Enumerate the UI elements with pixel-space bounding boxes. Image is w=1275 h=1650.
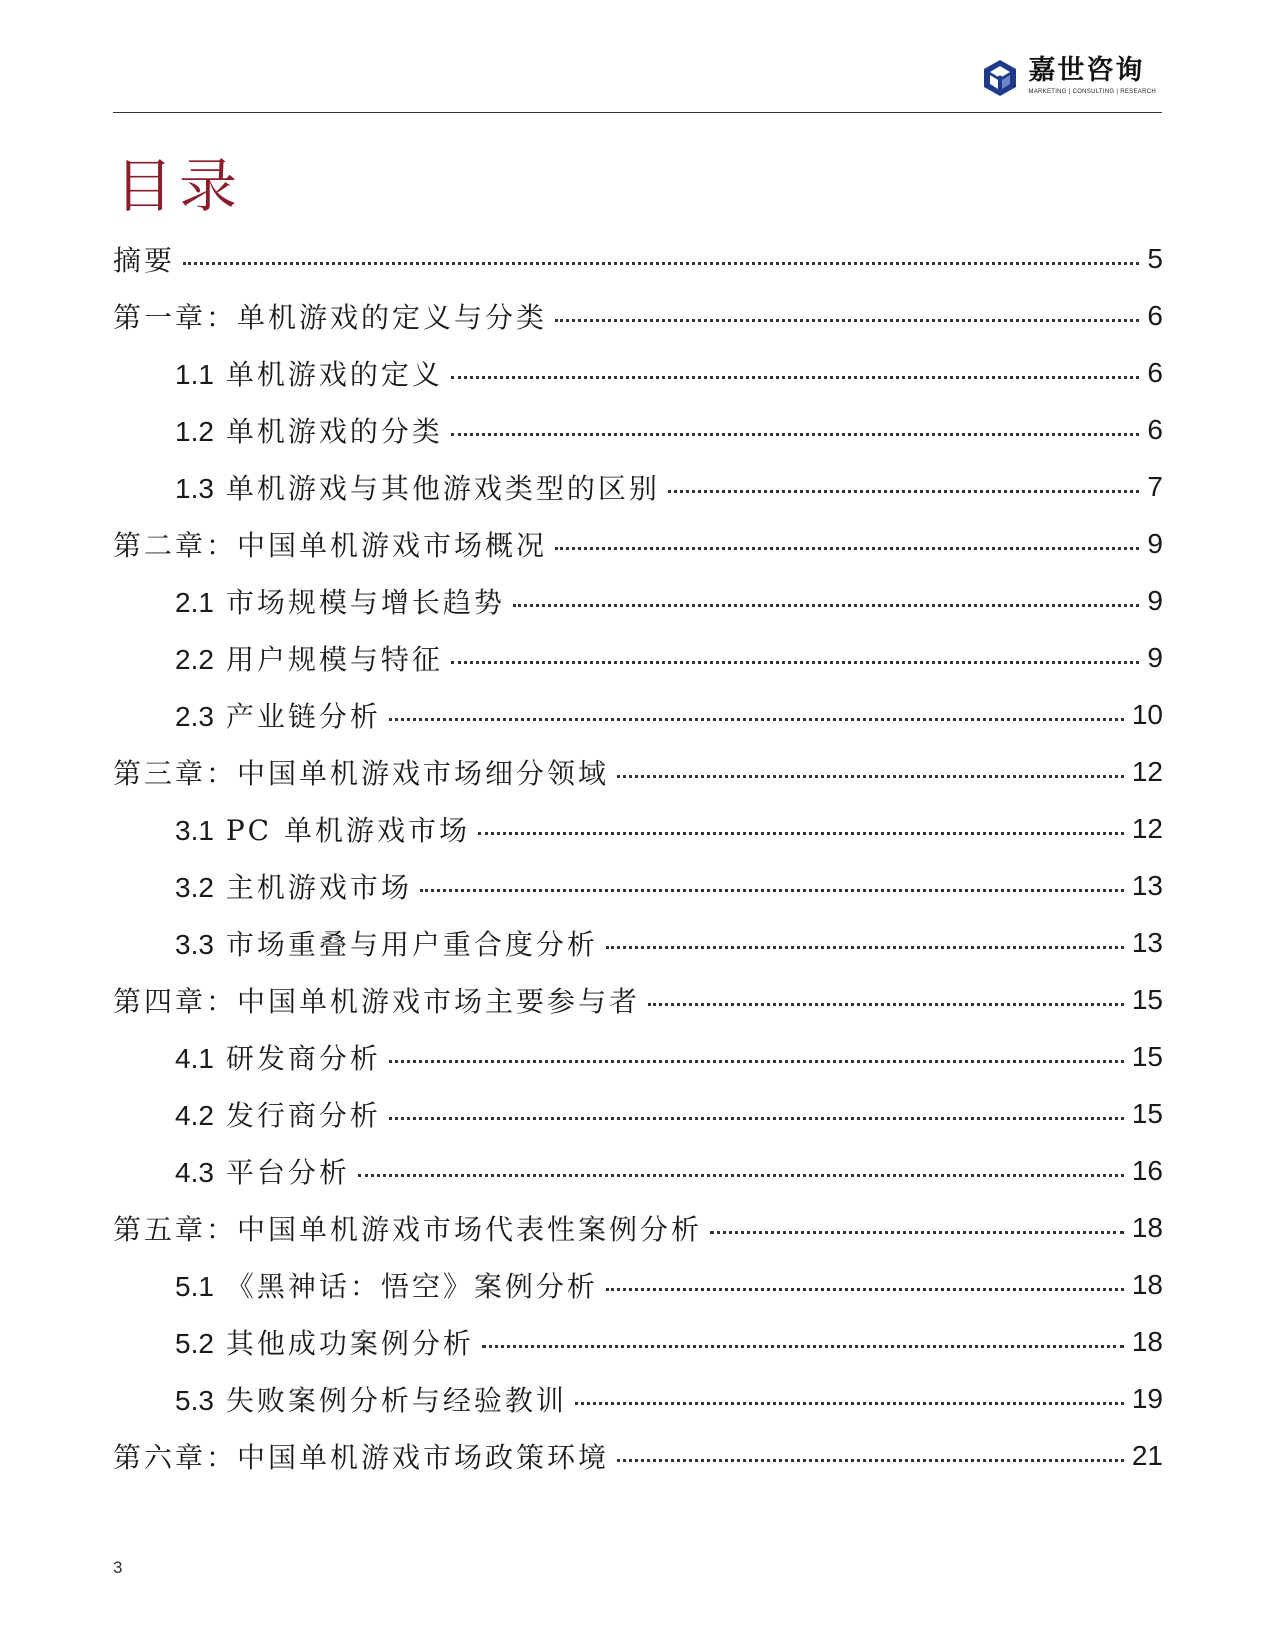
toc-entry-text: 第四章：中国单机游戏市场主要参与者 [113,984,641,1018]
dot-leader [451,376,1140,379]
toc-entry-page: 5 [1147,242,1163,274]
toc-entry-number: 1.1 [175,358,214,390]
toc-entry-number: 5.2 [175,1327,214,1359]
toc-entry-title [175,695,381,735]
dot-leader [358,1174,1124,1177]
dot-leader [451,433,1140,436]
toc-entry-text: 第三章：中国单机游戏市场细分领域 [113,756,610,790]
dot-leader [389,1117,1124,1120]
toc-entry-title [175,638,443,678]
toc-entry-number: 4.1 [175,1042,214,1074]
toc-entry[interactable] [113,401,1163,458]
dot-leader [389,718,1124,721]
toc-entry-title [113,1436,609,1476]
toc-entry-text: 单机游戏的分类 [225,414,443,448]
toc-entry-page: 9 [1147,527,1163,559]
page-number: 3 [113,1558,123,1577]
toc-entry[interactable] [113,344,1163,401]
toc-entry-text: 第二章：中国单机游戏市场概况 [113,528,548,562]
toc-entry-number: 4.2 [175,1099,214,1131]
toc-entry[interactable] [113,743,1163,800]
logo-tagline: MARKETING | CONSULTING | RESEARCH [1028,89,1156,95]
toc-entry[interactable] [113,287,1163,344]
toc-entry-title [113,752,609,792]
toc-entry-text: 失败案例分析与经验教训 [225,1383,567,1417]
toc-entry-text: 《黑神话：悟空》案例分析 [225,1269,598,1303]
toc-entry-page: 7 [1147,470,1163,502]
toc-entry-page: 18 [1131,1325,1163,1357]
toc-entry-text: PC 单机游戏市场 [225,813,471,847]
toc-entry-title [113,1208,702,1248]
toc-entry-text: 第一章：单机游戏的定义与分类 [113,300,548,334]
toc-entry[interactable] [113,1427,1163,1484]
toc-entry-title [113,296,547,336]
toc-entry-title [175,1379,567,1419]
toc-entry-page: 13 [1131,926,1163,958]
toc-entry-title [175,866,412,906]
toc-entry[interactable] [113,1085,1163,1142]
toc-entry-text: 市场重叠与用户重合度分析 [225,927,598,961]
toc-entry-title [113,980,640,1020]
toc-entry[interactable] [113,1028,1163,1085]
toc-entry-text: 单机游戏的定义 [225,357,443,391]
toc-entry-title [175,1322,474,1362]
toc-entry-title [175,581,505,621]
toc-entry-text: 第五章：中国单机游戏市场代表性案例分析 [113,1212,703,1246]
toc-entry-number: 3.1 [175,814,214,846]
toc-entry-text: 平台分析 [225,1155,350,1189]
toc-entry-page: 6 [1147,356,1163,388]
toc-entry-title [175,923,598,963]
toc-entry[interactable] [113,572,1163,629]
toc-entry[interactable] [113,800,1163,857]
toc-entry-number: 3.2 [175,871,214,903]
dot-leader [575,1402,1124,1405]
toc-title: 目录 [115,152,244,220]
toc-entry-text: 市场规模与增长趋势 [225,585,505,619]
toc-entry-number: 5.1 [175,1270,214,1302]
toc-entry-number: 2.2 [175,643,214,675]
toc-entry[interactable] [113,914,1163,971]
cube-logo-icon [980,58,1020,98]
toc-entry-page: 21 [1131,1439,1163,1471]
toc-entry-number: 2.3 [175,700,214,732]
toc-entry-page: 9 [1147,641,1163,673]
toc-entry[interactable] [113,230,1163,287]
toc-entry-page: 10 [1131,698,1163,730]
toc-entry-text: 第六章：中国单机游戏市场政策环境 [113,1440,610,1474]
dot-leader [710,1231,1124,1234]
toc-entry-text: 摘要 [113,243,176,277]
toc-entry-page: 16 [1131,1154,1163,1186]
toc-entry-title [175,410,443,450]
dot-leader [478,832,1124,835]
toc-entry-page: 9 [1147,584,1163,616]
toc-entry[interactable] [113,971,1163,1028]
toc-entry-text: 发行商分析 [225,1098,381,1132]
dot-leader [617,775,1124,778]
page-header [113,48,1162,113]
toc-entry-title [175,1151,350,1191]
toc-entry-title [113,239,175,279]
toc-entry-page: 6 [1147,299,1163,331]
toc-entry-title [175,1265,598,1305]
toc-entry[interactable] [113,458,1163,515]
toc-entry-page: 18 [1131,1268,1163,1300]
toc-entry-page: 12 [1131,755,1163,787]
toc-entry[interactable] [113,686,1163,743]
toc-entry-page: 19 [1131,1382,1163,1414]
toc-entry-page: 15 [1131,1040,1163,1072]
dot-leader [451,661,1140,664]
toc-entry[interactable] [113,1313,1163,1370]
toc-entry-number: 4.3 [175,1156,214,1188]
toc-entry-title [175,1094,381,1134]
dot-leader [420,889,1124,892]
dot-leader [617,1459,1124,1462]
toc-entry-page: 6 [1147,413,1163,445]
toc-entry-number: 1.3 [175,472,214,504]
dot-leader [555,319,1139,322]
dot-leader [389,1060,1124,1063]
toc-entry-page: 18 [1131,1211,1163,1243]
toc-entry[interactable] [113,629,1163,686]
dot-leader [648,1003,1124,1006]
toc-entry-text: 其他成功案例分析 [225,1326,474,1360]
toc-entry-text: 产业链分析 [225,699,381,733]
company-logo [980,56,1156,104]
toc-entry-title [175,353,443,393]
toc-entry-page: 15 [1131,983,1163,1015]
toc-entry-text: 研发商分析 [225,1041,381,1075]
dot-leader [606,1288,1124,1291]
dot-leader [555,547,1139,550]
toc-entry-page: 12 [1131,812,1163,844]
toc-entry-title [175,467,660,507]
toc-entry-title [175,809,470,849]
dot-leader [606,946,1124,949]
toc-entry-number: 5.3 [175,1384,214,1416]
toc-entry-title [175,1037,381,1077]
toc-entry-text: 单机游戏与其他游戏类型的区别 [225,471,660,505]
toc-entry[interactable] [113,1142,1163,1199]
dot-leader [482,1345,1124,1348]
toc-entry[interactable] [113,857,1163,914]
logo-name: 嘉世咨询 [1028,55,1145,86]
dot-leader [513,604,1140,607]
dot-leader [668,490,1140,493]
toc-entry[interactable] [113,1370,1163,1427]
toc-entry[interactable] [113,1256,1163,1313]
toc-list [113,230,1163,1484]
toc-entry-text: 主机游戏市场 [225,870,412,904]
toc-entry-page: 13 [1131,869,1163,901]
toc-entry[interactable] [113,1199,1163,1256]
toc-entry[interactable] [113,515,1163,572]
toc-entry-number: 1.2 [175,415,214,447]
toc-entry-number: 2.1 [175,586,214,618]
toc-entry-number: 3.3 [175,928,214,960]
toc-entry-text: 用户规模与特征 [225,642,443,676]
toc-entry-title [113,524,547,564]
dot-leader [183,262,1139,265]
toc-entry-page: 15 [1131,1097,1163,1129]
